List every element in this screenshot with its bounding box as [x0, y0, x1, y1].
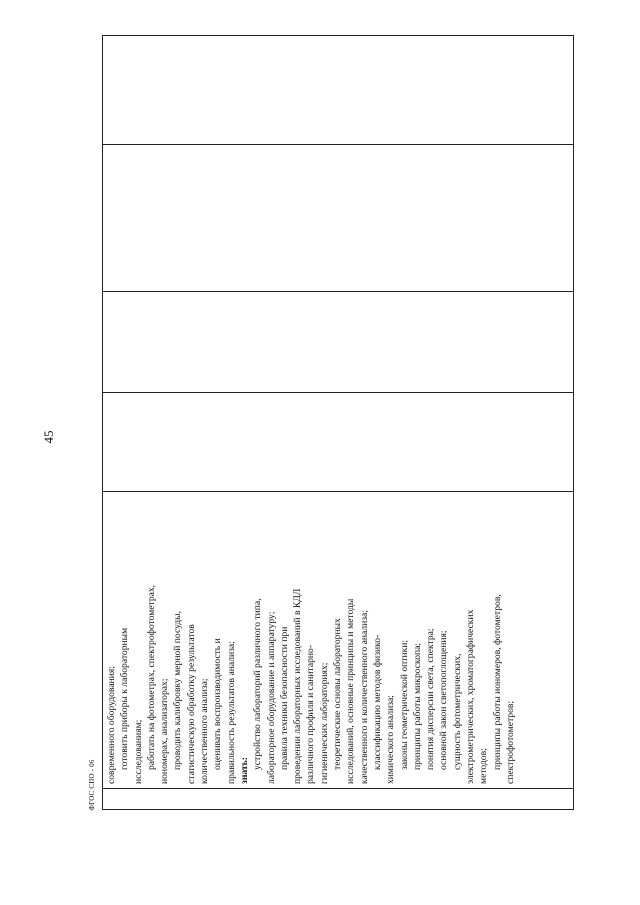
content-text: [103, 492, 517, 788]
content-line: гигиенических лабораториях;: [318, 662, 330, 784]
content-line: проводить калибровку мерной посуды,: [172, 610, 184, 770]
content-line: спектрофотометров;: [504, 700, 516, 784]
content-line: иономерах, анализаторах;: [159, 678, 171, 784]
table-row: [103, 36, 574, 810]
content-line: работать на фотометрах, спектрофотометрах,: [145, 584, 157, 770]
content-line: законы геометрической оптики;: [398, 639, 410, 770]
content-line: принципы работы микроскопа;: [411, 642, 423, 770]
content-line: основной закон светопоглощения;: [438, 630, 450, 770]
document-footer: ФГОС СПО - 06: [88, 759, 96, 811]
content-line: статистическую обработку результатов: [185, 624, 197, 784]
content-line: правила техники безопасности при: [278, 626, 290, 770]
content-line: знать:: [238, 757, 250, 784]
content-line: количественного анализа;: [199, 678, 211, 784]
table-cell-empty: [103, 36, 574, 145]
table-cell-empty: [103, 393, 574, 492]
content-line: принципы работы иономеров, фотометров,: [491, 594, 503, 770]
rotated-table-frame: [102, 40, 574, 810]
content-line: различного профиля и санитарно-: [305, 644, 317, 784]
content-line: проведении лабораторных исследований в КДЛ: [292, 588, 304, 784]
content-line: лабораторное оборудование и аппаратуру;: [265, 611, 277, 784]
content-line: методов;: [478, 748, 490, 784]
content-line: современного оборудования;: [106, 666, 117, 784]
content-line: классификацию методов физико-: [371, 634, 383, 770]
table-cell-empty: [103, 292, 574, 393]
content-line: правильность результатов анализа;: [225, 641, 237, 784]
competency-table: [102, 35, 574, 810]
table-cell-code: [103, 789, 574, 810]
page-number: 45: [41, 430, 56, 444]
table-cell-content: [103, 492, 574, 789]
content-line: готовить приборы к лабораторным: [119, 627, 131, 770]
content-line: химического анализа;: [385, 695, 397, 784]
content-line: оценивать воспроизводимость и: [212, 638, 224, 770]
rotated-table: [102, 40, 574, 810]
table-cell-empty: [103, 145, 574, 292]
content-line: электрометрических, хроматографических: [465, 609, 477, 784]
content-line: понятия дисперсии света, спектра;: [425, 628, 437, 770]
content-line: теоретические основы лабораторных: [332, 618, 344, 770]
content-line: устройство лабораторий различного типа,: [252, 598, 264, 770]
content-line: исследований, основные принципы и методы: [345, 598, 357, 784]
content-line: качественного и количественного анализа;: [358, 610, 370, 784]
content-line: сущность фотометрических,: [451, 653, 463, 770]
content-line: исследованиям;: [132, 719, 144, 784]
